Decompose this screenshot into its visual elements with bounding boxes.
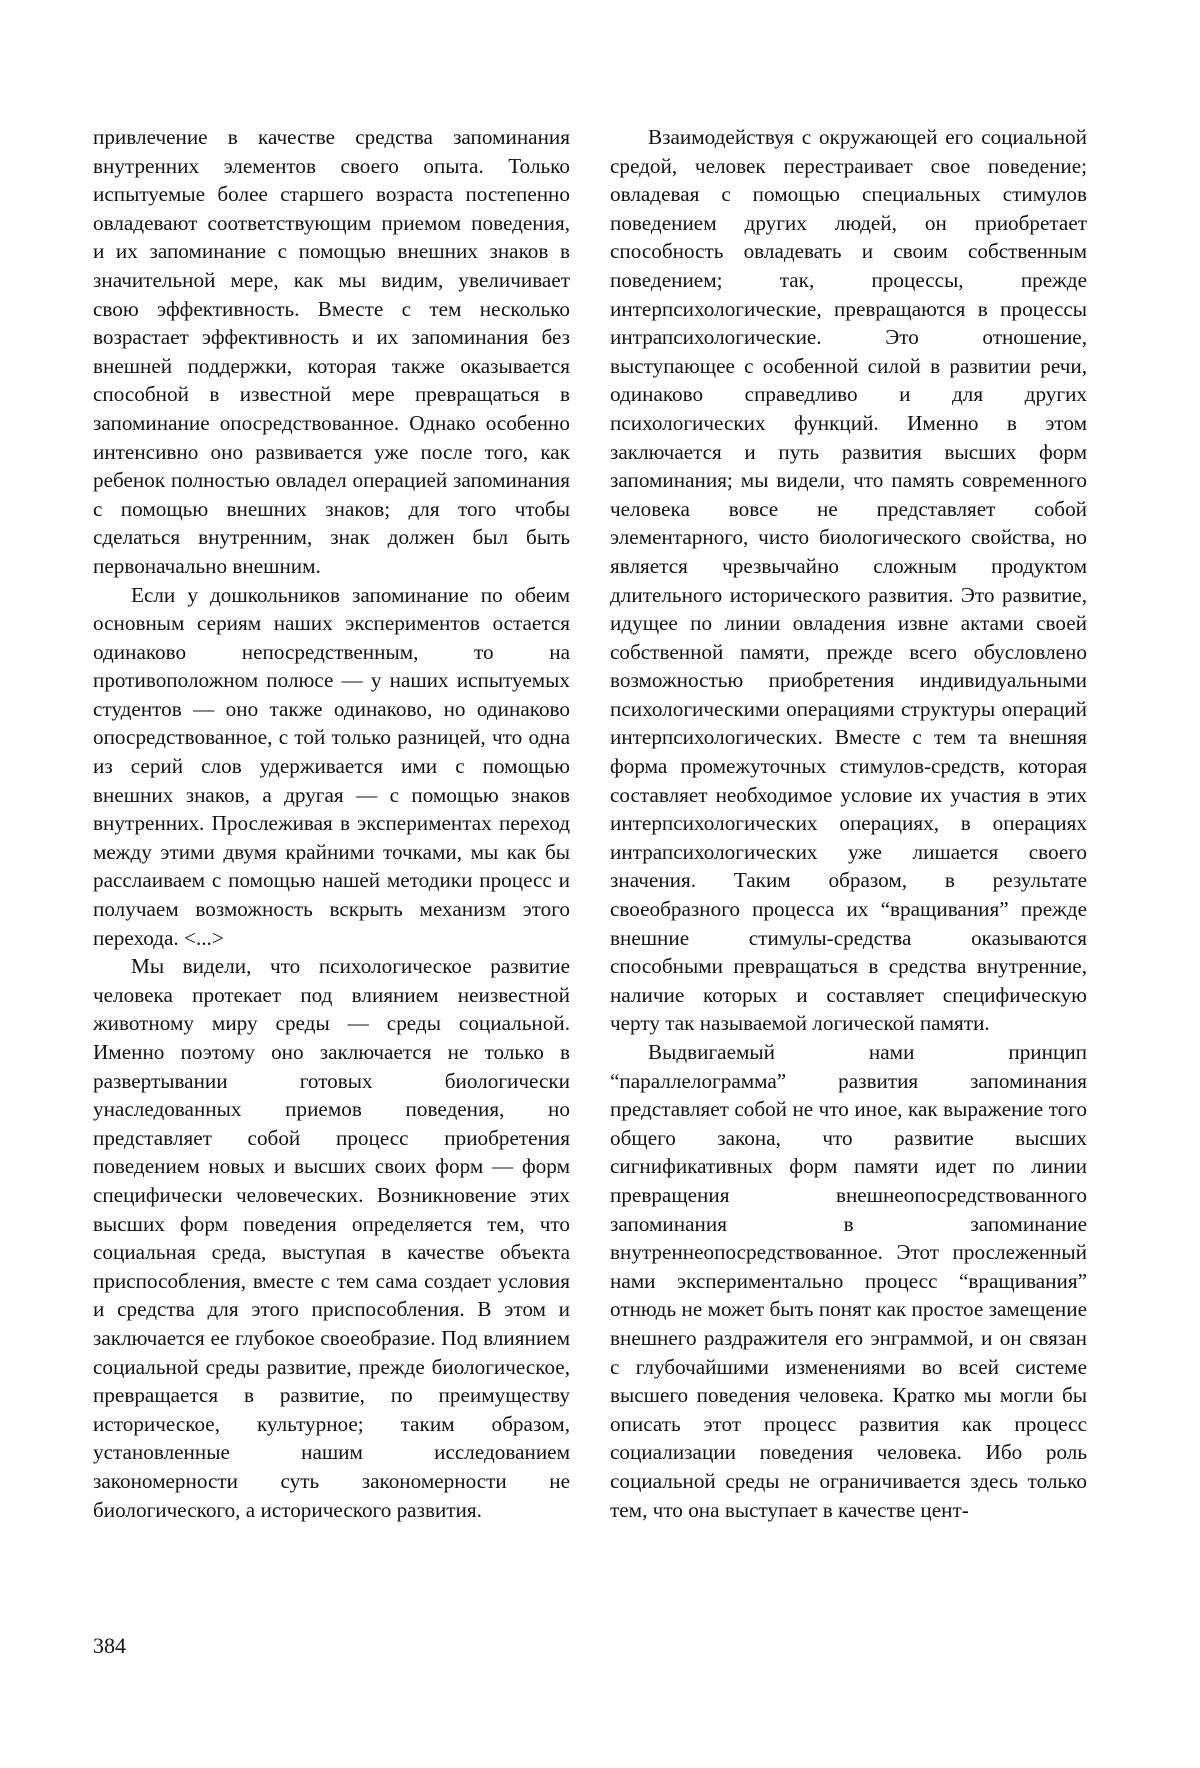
left-text-column: [93, 123, 570, 1524]
paragraph: Если у дошкольников запоминание по обеим основным сериям наших экспериментов остается одинаково непосредственным, то на противоположном полюсе — у наших испытуемых студентов — оно также одинаково, но одинаково опосредствованное, с той только разницей, что одна из серий слов удерживается ими с помощью внешних знаков, а другая — с помощью знаков внутренних. Прослеживая в экспериментах переход между этими двумя крайними точками, мы как бы расслаиваем с помощью нашей методики процесс и получаем возможность вскрыть механизм этого перехода. <...>: [93, 582, 570, 950]
paragraph-continued: привлечение в качестве средства запоминания внутренних элементов своего опыта. Только испытуемые более старшего возраста постепенно овладевают соответствующим приемом поведения, и их запоминание с помощью внешних знаков в значительной мере, как мы видим, увеличивает свою эффективность. Вместе с тем несколько возрастает эффективность и их запоминания без внешней поддержки, которая также оказывается способной в известной мере превращаться в запоминание опосредствованное. Однако особенно интенсивно оно развивается уже после того, как ребенок полностью овладел операцией запоминания с помощью внешних знаков; для того чтобы сделаться внутренним, знак должен был быть первоначально внешним.: [93, 125, 570, 578]
paragraph: Мы видели, что психологическое развитие человека протекает под влиянием неизвестной животному миру среды — среды социальной. Именно поэтому оно заключается не только в развертывании готовых биологически унаследованных приемов поведения, но представляет собой процесс приобретения поведением новых и высших своих форм — форм специфически человеческих. Возникновение этих высших форм поведения определяется тем, что социальная среда, выступая в качестве объекта приспособления, вместе с тем сама создает условия и средства для этого приспособления. В этом и заключается ее глубокое своеобразие. Под влиянием социальной среды развитие, прежде биологическое, превращается в развитие, по преимуществу историческое, культурное; таким образом, установленные нашим исследованием закономерности суть закономерности не биологического, а исторического развития.: [93, 954, 570, 1522]
page-number: 384: [93, 1633, 126, 1658]
right-text-column: [610, 123, 1087, 1524]
paragraph: Выдвигаемый нами принцип “параллелограмма” развития запоминания представляет собой не что иное, как выражение того общего закона, что развитие высших сигнификативных форм памяти идет по линии превращения внешнеопосредствованного запоминания в запоминание внутреннеопосредствованное. Этот прослеженный нами экспериментально процесс “вращивания” отнюдь не может быть понят как простое замещение внешнего раздражителя его энграммой, и он связан с глубочайшими изменениями во всей системе высшего поведения человека. Кратко мы могли бы описать этот процесс развития как процесс социализации поведения человека. Ибо роль социальной среды не ограничивается здесь только тем, что она выступает в качестве цент-: [610, 1040, 1087, 1522]
paragraph: Взаимодействуя с окружающей его социальной средой, человек перестраивает свое поведение; овладевая с помощью специальных стимулов поведением других людей, он приобретает способность овладевать и своим собственным поведением; так, процессы, прежде интерпсихологические, превращаются в процессы интрапсихологические. Это отношение, выступающее с особенной силой в развитии речи, одинаково справедливо и для других психологических функций. Именно в этом заключается и путь развития высших форм запоминания; мы видели, что память современного человека вовсе не представляет собой элементарного, чисто биологического свойства, но является чрезвычайно сложным продуктом длительного исторического развития. Это развитие, идущее по линии овладения извне актами своей собственной памяти, прежде всего обусловлено возможностью приобретения индивидуальными психологическими операциями структуры операций интерпсихологических. Вместе с тем та внешняя форма промежуточных стимулов-средств, которая составляет необходимое условие их участия в этих интерпсихологических операциях, в операциях интрапсихологических уже лишается своего значения. Таким образом, в результате своеобразного процесса их “вращивания” прежде внешние стимулы-средства оказываются способными превращаться в средства внутренние, наличие которых и составляет специфическую черту так называемой логической памяти.: [610, 125, 1087, 1036]
